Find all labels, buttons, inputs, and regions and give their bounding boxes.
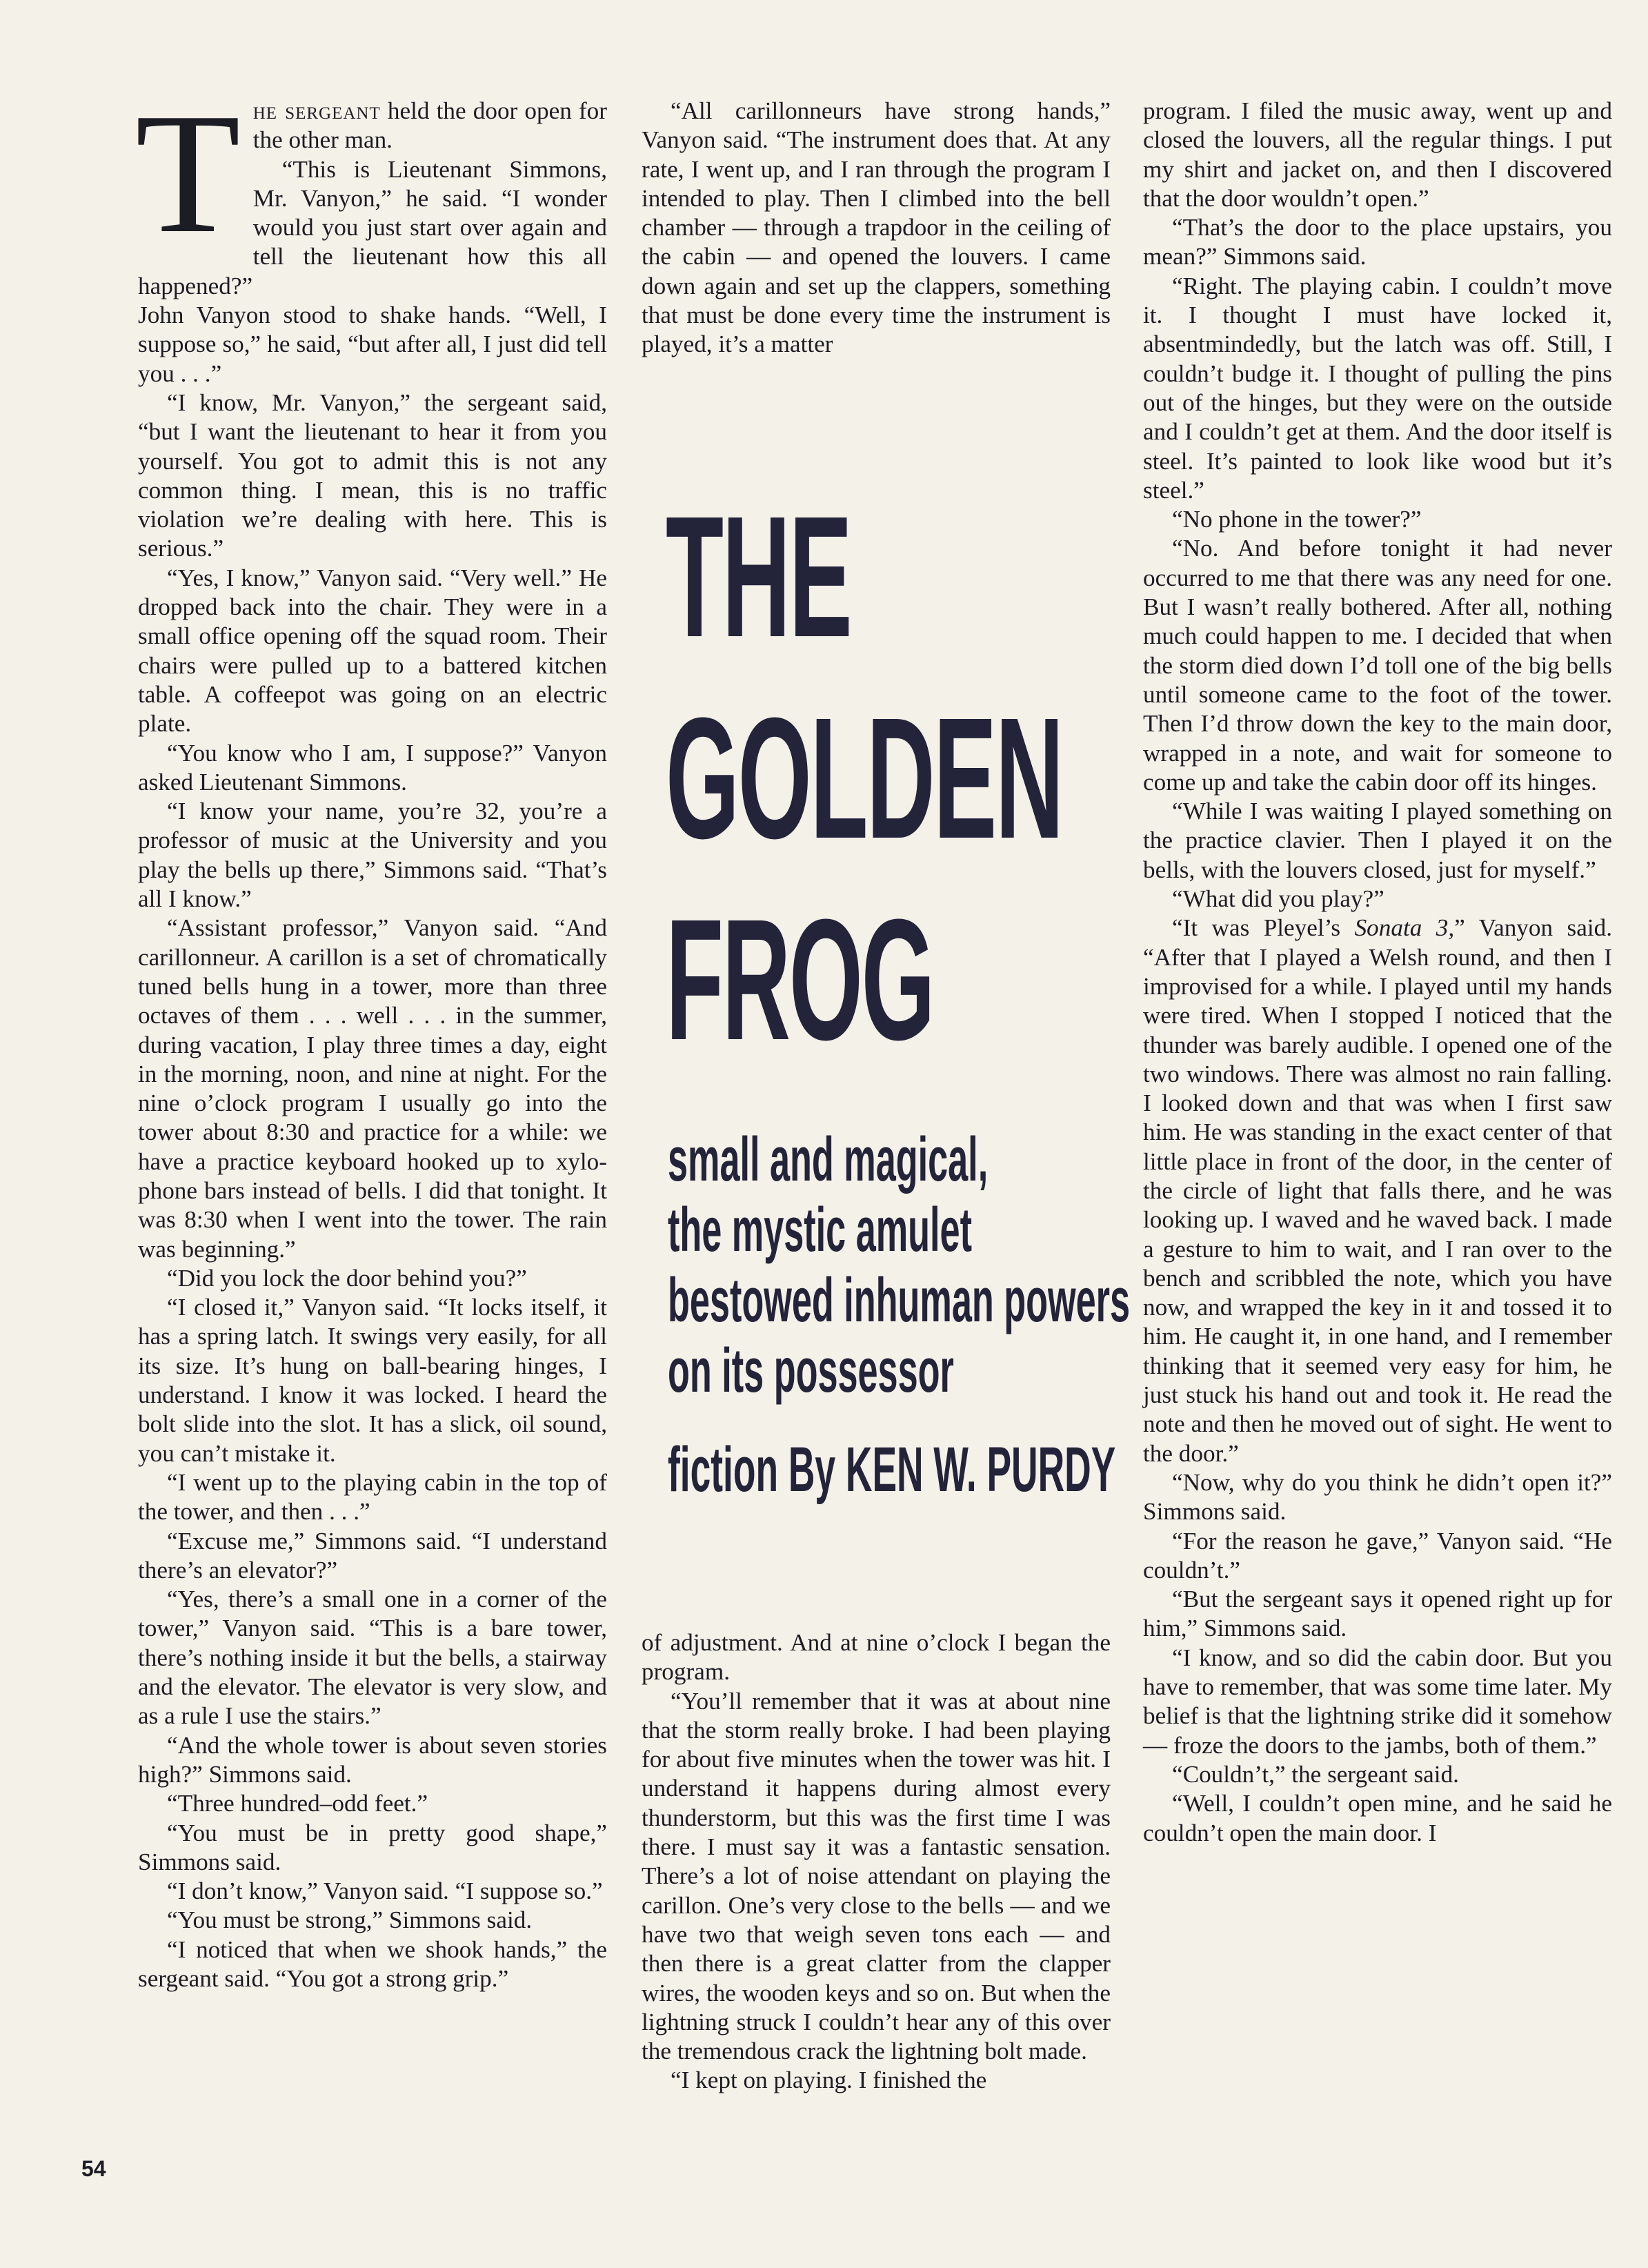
paragraph: John Vanyon stood to shake hands. “Well, I suppose so,” he said, “but after all, I just did tell you . . .” [138, 302, 607, 387]
sonata-pre: “It was Pleyel’s [1172, 914, 1355, 942]
title-line: THE [666, 480, 851, 673]
paragraph: “Now, why do you think he didn’t open it?” Simmons said. [1143, 1468, 1612, 1526]
paragraph: “All carillonneurs have strong hands,” Vanyon said. “The instrument does that. At any rate, I went up, and I ran through the program I intended to play. Then I climbed into the bell chamber — through a trapdoor in the ceiling of the cabin — and opened the louvers. I came down again and set up the clappers, something that must be done every time the instrument is played, it’s a matter [642, 97, 1111, 358]
paragraph: “While I was waiting I played something on the practice clavier. Then I played it on the bells, with the louvers closed, just for myself.” [1143, 798, 1612, 883]
sonata-title: Sonata 3, [1354, 914, 1455, 942]
paragraph: program. I filed the music away, went up and closed the louvers, all the regular things. I put my shirt and jacket on, and then I discovered that the door wouldn’t open.” [1143, 97, 1612, 212]
paragraph: “Three hundred–odd feet.” [167, 1790, 428, 1817]
paragraph: “I went up to the playing cabin in the top of the tower, and then . . .” [138, 1468, 607, 1526]
paragraph-sonata [1143, 914, 1612, 1468]
subtitle-line: small and magical, [668, 1125, 989, 1194]
paragraph: “But the sergeant says it opened right up for him,” Simmons said. [1143, 1586, 1612, 1642]
article-title [666, 476, 1063, 1081]
article-column-1 [135, 78, 607, 1993]
paragraph: “Assistant professor,” Vanyon said. “And carillonneur. A carillon is a set of chromatically tuned bells hung in a tower, more than three octaves of them . . . well . . . in the summer, during vacation, I play three times a day, eight in the morning, noon, and nine at night. For the nine o’clock program I usually go into the tower about 8:30 and practice for a while: we have a practice keyboard hooked up to xylophone bars instead of bells. I did that tonight. It was 8:30 when I went into the tower. The rain was beginning.” [138, 914, 607, 1263]
opening-smallcaps: he sergeant [252, 97, 381, 124]
paragraph: “And the whole tower is about seven stories high?” Simmons said. [138, 1731, 607, 1788]
title-line: GOLDEN [666, 682, 1063, 874]
paragraph: “You know who I am, I suppose?” Vanyon asked Lieutenant Simmons. [138, 739, 607, 796]
article-column-3 [1143, 97, 1612, 1848]
paragraph: “I know, Mr. Vanyon,” the sergeant said, “but I want the lieutenant to hear it from you yourself. You got to admit this is not any common thing. I mean, this is no traffic violation we’re dealing with here. This is serious.” [138, 388, 607, 562]
article-subtitle [668, 1125, 1130, 1406]
page-number: 54 [81, 2156, 106, 2181]
paragraph: “You must be in pretty good shape,” Simmons said. [138, 1819, 607, 1875]
paragraph: “I know, and so did the cabin door. But you have to remember, that was some time later. My belief is that the lightning strike did it somehow — froze the doors to the jambs, both of them.” [1143, 1644, 1612, 1759]
article-column-2-top [642, 97, 1111, 359]
paragraph: “Excuse me,” Simmons said. “I understand there’s an elevator?” [138, 1527, 607, 1584]
paragraph: “No. And before tonight it had never occurred to me that there was any need for one. But I wasn’t really bothered. After all, nothing much could happen to me. I decided that when the storm died down I’d toll one of the big bells until someone came to the foot of the tower. Then I’d throw down the key to the main door, wrapped in a note, and wait for someone to come up and take the cabin door off its hinges. [1143, 535, 1612, 796]
subtitle-line: bestowed inhuman powers [668, 1266, 1130, 1335]
paragraph: “For the reason he gave,” Vanyon said. “He couldn’t.” [1143, 1527, 1612, 1584]
paragraph: “That’s the door to the place upstairs, you mean?” Simmons said. [1143, 214, 1612, 270]
paragraph: “I kept on playing. I finished the [671, 2067, 987, 2094]
paragraph: “I noticed that when we shook hands,” the sergeant said. “You got a strong grip.” [138, 1935, 607, 1992]
byline: fiction By KEN W. PURDY [668, 1434, 1116, 1505]
paragraph: “Well, I couldn’t open mine, and he said he couldn’t open the main door. I [1143, 1790, 1612, 1846]
paragraph: “I know your name, you’re 32, you’re a professor of music at the University and you play the bells up there,” Simmons said. “That’s all I know.” [138, 798, 607, 913]
title-line: FROG [666, 883, 934, 1076]
paragraph: “Yes, there’s a small one in a corner of the tower,” Vanyon said. “This is a bare tower, there’s nothing inside it but the bells, a stairway and the elevator. The elevator is very slow, and as a rule I use the stairs.” [138, 1586, 607, 1730]
paragraph: “No phone in the tower?” [1172, 506, 1422, 533]
drop-cap: T [135, 78, 241, 269]
paragraph: “You’ll remember that it was at about nine that the storm really broke. I had been playing for about five minutes when the tower was hit. I understand it happens during almost every thunderstorm, but this was the first time I was there. I must say it was a fantastic sensation. There’s a lot of noise attendant on playing the carillon. One’s very close to the bells — and we have two that weigh seven tons each — and then there is a great clatter from the clapper wires, the wooden keys and so on. But when the lightning struck I couldn’t hear any of this over the tremendous crack the lightning bolt made. [642, 1687, 1111, 2065]
paragraph: “Did you lock the door behind you?” [167, 1264, 527, 1292]
subtitle-line: on its possessor [668, 1337, 954, 1406]
subtitle-line: the mystic amulet [668, 1196, 972, 1265]
paragraph: “Right. The playing cabin. I couldn’t move it. I thought I must have locked it, absentmindedly, but the latch was off. Still, I couldn’t budge it. I thought of pulling the pins out of the hinges, but they were on the outside and I couldn’t get at them. And the door itself is steel. It’s painted to look like wood but it’s steel.” [1143, 272, 1612, 504]
paragraph: “This is Lieutenant Simmons, Mr. Vanyon,” he said. “I wonder would you just start over again and tell the lieutenant how this all happened?” [138, 155, 607, 299]
sonata-post: ” Vanyon said. “After that I played a Welsh round, and then I improvised for a while. I played until my hands were tired. When I stopped I noticed that the thunder was barely audible. I opened one of the two windows. There was almost no rain falling. I looked down and that was when I first saw him. He was standing in the exact center of that little place in front of the door, in the center of the circle of light that falls there, and he was looking up. I waved and he waved back. I made a gesture to him to wait, and I ran over to the bench and scribbled the note, which you have now, and wrapped the key in it and tossed it to him. He caught it, in one hand, and I remember thinking that it seemed very easy for him, he just stuck his hand out and took it. He read the note and then he moved out of sight. He went to the door.” [1143, 914, 1612, 1467]
article-column-2-bottom [642, 1628, 1111, 2096]
paragraph: “What did you play?” [1172, 885, 1384, 913]
paragraph: “You must be strong,” Simmons said. [167, 1906, 533, 1934]
paragraph: “Couldn’t,” the sergeant said. [1172, 1760, 1459, 1788]
paragraph: of adjustment. And at nine o’clock I began the program. [642, 1629, 1111, 1686]
paragraph: “I don’t know,” Vanyon said. “I suppose so.” [167, 1877, 603, 1905]
opening-text: held the door open for the other man. [252, 97, 607, 154]
paragraph: “I closed it,” Vanyon said. “It locks itself, it has a spring latch. It swings very easily, for all its size. It’s hung on ball-bearing hinges, I understand. I know it was locked. I heard the bolt slide into the slot. It has a slick, oil sound, you can’t mistake it. [138, 1294, 607, 1467]
paragraph: “Yes, I know,” Vanyon said. “Very well.” He dropped back into the chair. They were in a small office opening off the squad room. Their chairs were pulled up to a battered kitchen table. A coffeepot was going on an electric plate. [138, 564, 607, 738]
